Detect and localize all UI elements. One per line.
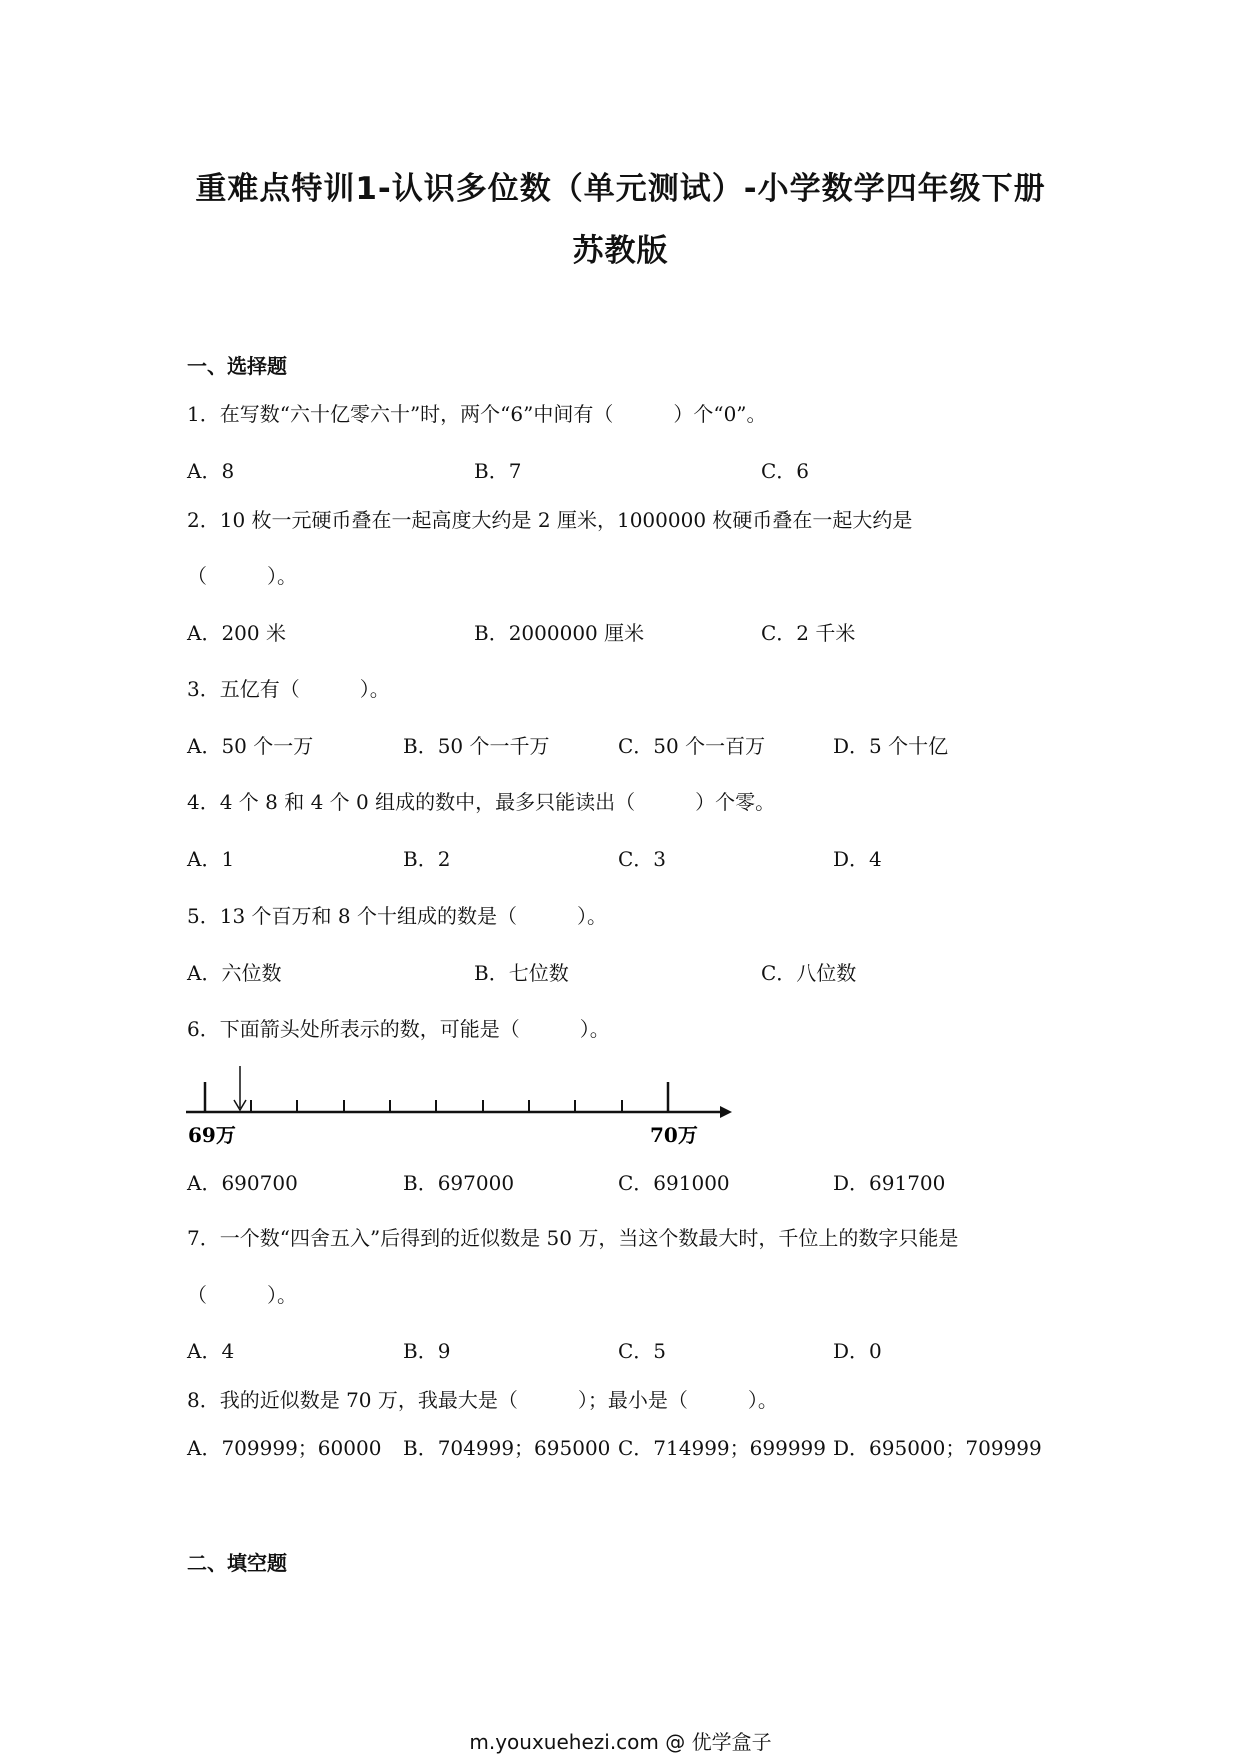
q4-option-c: C．3 bbox=[618, 847, 667, 871]
question-6-text: 6．下面箭头处所表示的数，可能是（ ）。 bbox=[187, 1017, 610, 1041]
question-7-text-cont: （ ）。 bbox=[187, 1283, 297, 1307]
axis-arrowhead-icon bbox=[720, 1106, 732, 1118]
number-line-start-label: 69万 bbox=[188, 1123, 236, 1147]
q6-option-d: D．691700 bbox=[833, 1171, 946, 1195]
question-1-text: 1．在写数“六十亿零六十”时，两个“6”中间有（ ）个“0”。 bbox=[187, 402, 767, 426]
question-3-text: 3．五亿有（ ）。 bbox=[187, 677, 390, 701]
question-2-text-cont: （ ）。 bbox=[187, 564, 297, 588]
q5-option-c: C．八位数 bbox=[761, 961, 857, 985]
q7-option-c: C．5 bbox=[618, 1339, 667, 1363]
q4-option-d: D．4 bbox=[833, 847, 882, 871]
q2-option-b: B．2000000 厘米 bbox=[474, 621, 645, 645]
q4-option-a: A．1 bbox=[187, 847, 235, 871]
question-5-text: 5．13 个百万和 8 个十组成的数是（ ）。 bbox=[187, 904, 607, 928]
question-8-text: 8．我的近似数是 70 万，我最大是（ ）；最小是（ ）。 bbox=[187, 1388, 778, 1412]
q5-option-a: A．六位数 bbox=[187, 961, 282, 985]
question-4-text: 4．4 个 8 和 4 个 0 组成的数中，最多只能读出（ ）个零。 bbox=[187, 790, 776, 814]
q3-option-d: D．5 个十亿 bbox=[833, 734, 949, 758]
q1-option-b: B．7 bbox=[474, 459, 522, 483]
q7-option-d: D．0 bbox=[833, 1339, 882, 1363]
q7-option-a: A．4 bbox=[187, 1339, 235, 1363]
q8-option-d: D．695000；709999 bbox=[833, 1436, 1042, 1460]
q5-option-b: B．七位数 bbox=[474, 961, 569, 985]
question-7-text: 7．一个数“四舍五入”后得到的近似数是 50 万，当这个数最大时，千位上的数字只能是 bbox=[187, 1226, 959, 1250]
q4-option-b: B．2 bbox=[403, 847, 451, 871]
page-title: 重难点特训1-认识多位数（单元测试）-小学数学四年级下册 bbox=[195, 171, 1046, 207]
q8-option-a: A．709999；60000 bbox=[187, 1436, 382, 1460]
section-heading-fill: 二、填空题 bbox=[187, 1551, 287, 1575]
section-heading-choice: 一、选择题 bbox=[187, 354, 287, 378]
q1-option-a: A．8 bbox=[187, 459, 235, 483]
q7-option-b: B．9 bbox=[403, 1339, 451, 1363]
q6-option-b: B．697000 bbox=[403, 1171, 515, 1195]
page-subtitle: 苏教版 bbox=[572, 233, 669, 269]
number-line-end-label: 70万 bbox=[650, 1123, 698, 1147]
q3-option-c: C．50 个一百万 bbox=[618, 734, 766, 758]
q2-option-c: C．2 千米 bbox=[761, 621, 856, 645]
q3-option-a: A．50 个一万 bbox=[187, 734, 314, 758]
footer-watermark: m.youxuehezi.com @ 优学盒子 bbox=[469, 1730, 772, 1754]
q6-option-a: A．690700 bbox=[187, 1171, 298, 1195]
q1-option-c: C．6 bbox=[761, 459, 810, 483]
q3-option-b: B．50 个一千万 bbox=[403, 734, 550, 758]
q2-option-a: A．200 米 bbox=[187, 621, 286, 645]
question-2-text: 2．10 枚一元硬币叠在一起高度大约是 2 厘米，1000000 枚硬币叠在一起大约是 bbox=[187, 508, 913, 532]
q6-option-c: C．691000 bbox=[618, 1171, 730, 1195]
number-line-figure bbox=[180, 1060, 740, 1150]
q8-option-b: B．704999；695000 bbox=[403, 1436, 611, 1460]
q8-option-c: C．714999；699999 bbox=[618, 1436, 826, 1460]
